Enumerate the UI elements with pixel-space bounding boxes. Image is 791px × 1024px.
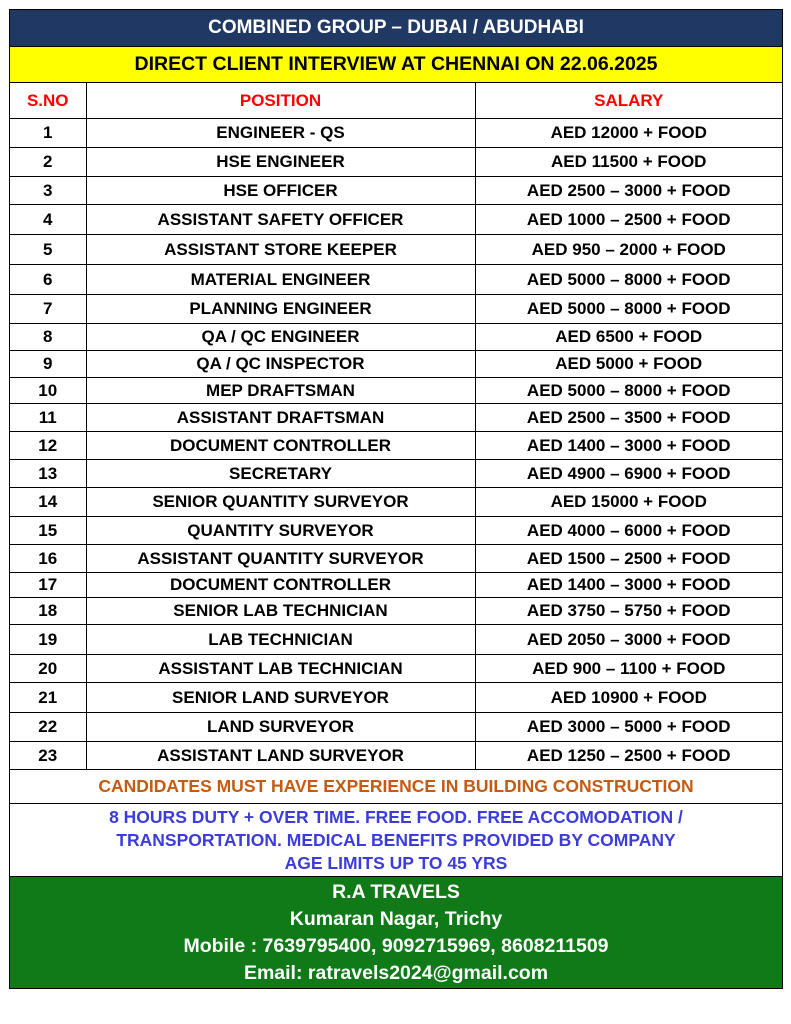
cell-position: QUANTITY SURVEYOR bbox=[86, 517, 475, 545]
cell-position: QA / QC INSPECTOR bbox=[86, 351, 475, 378]
cell-sno: 19 bbox=[10, 625, 86, 655]
cell-sno: 4 bbox=[10, 205, 86, 235]
cell-sno: 17 bbox=[10, 573, 86, 598]
cell-sno: 7 bbox=[10, 295, 86, 324]
cell-salary: AED 3750 – 5750 + FOOD bbox=[475, 598, 782, 625]
cell-sno: 9 bbox=[10, 351, 86, 378]
cell-salary: AED 5000 – 8000 + FOOD bbox=[475, 378, 782, 404]
cell-salary: AED 3000 – 5000 + FOOD bbox=[475, 713, 782, 742]
cell-salary: AED 2500 – 3000 + FOOD bbox=[475, 177, 782, 205]
cell-salary: AED 10900 + FOOD bbox=[475, 683, 782, 713]
table-row bbox=[10, 177, 782, 205]
table-row bbox=[10, 148, 782, 177]
experience-note: CANDIDATES MUST HAVE EXPERIENCE IN BUILDING CONSTRUCTION bbox=[10, 770, 782, 804]
table-row bbox=[10, 119, 782, 148]
cell-sno: 15 bbox=[10, 517, 86, 545]
table-row bbox=[10, 713, 782, 742]
agency-location: Kumaran Nagar, Trichy bbox=[289, 907, 503, 930]
table-row bbox=[10, 488, 782, 517]
poster-title: COMBINED GROUP – DUBAI / ABUDHABI bbox=[10, 10, 782, 47]
cell-sno: 6 bbox=[10, 265, 86, 295]
table-row bbox=[10, 625, 782, 655]
table-row bbox=[10, 404, 782, 432]
cell-position: SENIOR QUANTITY SURVEYOR bbox=[86, 488, 475, 517]
cell-salary: AED 2050 – 3000 + FOOD bbox=[475, 625, 782, 655]
cell-salary: AED 900 – 1100 + FOOD bbox=[475, 655, 782, 683]
cell-salary: AED 2500 – 3500 + FOOD bbox=[475, 404, 782, 432]
cell-position: ASSISTANT LAB TECHNICIAN bbox=[86, 655, 475, 683]
cell-salary: AED 1250 – 2500 + FOOD bbox=[475, 742, 782, 770]
positions-table bbox=[10, 83, 782, 770]
email-address: Email: ratravels2024@gmail.com bbox=[243, 961, 549, 984]
cell-sno: 10 bbox=[10, 378, 86, 404]
table-row bbox=[10, 742, 782, 770]
table-row bbox=[10, 295, 782, 324]
cell-position: HSE ENGINEER bbox=[86, 148, 475, 177]
cell-position: ENGINEER - QS bbox=[86, 119, 475, 148]
cell-salary: AED 12000 + FOOD bbox=[475, 119, 782, 148]
table-row bbox=[10, 655, 782, 683]
cell-salary: AED 5000 – 8000 + FOOD bbox=[475, 295, 782, 324]
cell-salary: AED 11500 + FOOD bbox=[475, 148, 782, 177]
benefits-line-1: 8 HOURS DUTY + OVER TIME. FREE FOOD. FREE ACCOMODATION / bbox=[109, 806, 683, 827]
cell-salary: AED 15000 + FOOD bbox=[475, 488, 782, 517]
column-header-position: POSITION bbox=[86, 83, 475, 119]
cell-sno: 1 bbox=[10, 119, 86, 148]
table-row bbox=[10, 683, 782, 713]
table-row bbox=[10, 265, 782, 295]
cell-position: QA / QC ENGINEER bbox=[86, 324, 475, 351]
cell-sno: 8 bbox=[10, 324, 86, 351]
table-row bbox=[10, 460, 782, 488]
cell-salary: AED 6500 + FOOD bbox=[475, 324, 782, 351]
table-row bbox=[10, 432, 782, 460]
table-row bbox=[10, 598, 782, 625]
cell-position: SECRETARY bbox=[86, 460, 475, 488]
cell-position: ASSISTANT STORE KEEPER bbox=[86, 235, 475, 265]
cell-position: ASSISTANT QUANTITY SURVEYOR bbox=[86, 545, 475, 573]
table-row bbox=[10, 545, 782, 573]
cell-salary: AED 5000 – 8000 + FOOD bbox=[475, 265, 782, 295]
cell-sno: 5 bbox=[10, 235, 86, 265]
cell-salary: AED 1000 – 2500 + FOOD bbox=[475, 205, 782, 235]
cell-salary: AED 4000 – 6000 + FOOD bbox=[475, 517, 782, 545]
cell-position: ASSISTANT SAFETY OFFICER bbox=[86, 205, 475, 235]
cell-sno: 16 bbox=[10, 545, 86, 573]
column-header-salary: SALARY bbox=[475, 83, 782, 119]
cell-salary: AED 4900 – 6900 + FOOD bbox=[475, 460, 782, 488]
cell-sno: 18 bbox=[10, 598, 86, 625]
benefits-line-3: AGE LIMITS UP TO 45 YRS bbox=[284, 852, 508, 873]
mobile-numbers: Mobile : 7639795400, 9092715969, 8608211509 bbox=[183, 934, 609, 957]
cell-salary: AED 1400 – 3000 + FOOD bbox=[475, 432, 782, 460]
table-row bbox=[10, 517, 782, 545]
cell-salary: AED 5000 + FOOD bbox=[475, 351, 782, 378]
cell-sno: 12 bbox=[10, 432, 86, 460]
table-row bbox=[10, 573, 782, 598]
cell-sno: 3 bbox=[10, 177, 86, 205]
cell-position: LAND SURVEYOR bbox=[86, 713, 475, 742]
cell-position: MATERIAL ENGINEER bbox=[86, 265, 475, 295]
benefits-line-2: TRANSPORTATION. MEDICAL BENEFITS PROVIDED BY COMPANY bbox=[116, 829, 676, 850]
benefits-note bbox=[10, 804, 782, 877]
cell-sno: 2 bbox=[10, 148, 86, 177]
cell-position: ASSISTANT LAND SURVEYOR bbox=[86, 742, 475, 770]
column-header-sno: S.NO bbox=[10, 83, 86, 119]
cell-position: MEP DRAFTSMAN bbox=[86, 378, 475, 404]
agency-name: R.A TRAVELS bbox=[332, 880, 460, 903]
cell-position: HSE OFFICER bbox=[86, 177, 475, 205]
cell-sno: 20 bbox=[10, 655, 86, 683]
cell-sno: 22 bbox=[10, 713, 86, 742]
table-header-row bbox=[10, 83, 782, 119]
cell-position: DOCUMENT CONTROLLER bbox=[86, 573, 475, 598]
cell-salary: AED 1500 – 2500 + FOOD bbox=[475, 545, 782, 573]
cell-sno: 14 bbox=[10, 488, 86, 517]
cell-position: SENIOR LAND SURVEYOR bbox=[86, 683, 475, 713]
interview-subtitle: DIRECT CLIENT INTERVIEW AT CHENNAI ON 22.06.2025 bbox=[10, 47, 782, 83]
cell-salary: AED 950 – 2000 + FOOD bbox=[475, 235, 782, 265]
job-poster bbox=[9, 9, 783, 989]
cell-position: PLANNING ENGINEER bbox=[86, 295, 475, 324]
cell-position: SENIOR LAB TECHNICIAN bbox=[86, 598, 475, 625]
cell-position: ASSISTANT DRAFTSMAN bbox=[86, 404, 475, 432]
cell-position: LAB TECHNICIAN bbox=[86, 625, 475, 655]
contact-block bbox=[10, 877, 782, 988]
cell-sno: 11 bbox=[10, 404, 86, 432]
cell-sno: 13 bbox=[10, 460, 86, 488]
table-row bbox=[10, 205, 782, 235]
cell-sno: 23 bbox=[10, 742, 86, 770]
table-row bbox=[10, 235, 782, 265]
table-row bbox=[10, 351, 782, 378]
cell-salary: AED 1400 – 3000 + FOOD bbox=[475, 573, 782, 598]
table-row bbox=[10, 378, 782, 404]
cell-position: DOCUMENT CONTROLLER bbox=[86, 432, 475, 460]
cell-sno: 21 bbox=[10, 683, 86, 713]
table-row bbox=[10, 324, 782, 351]
